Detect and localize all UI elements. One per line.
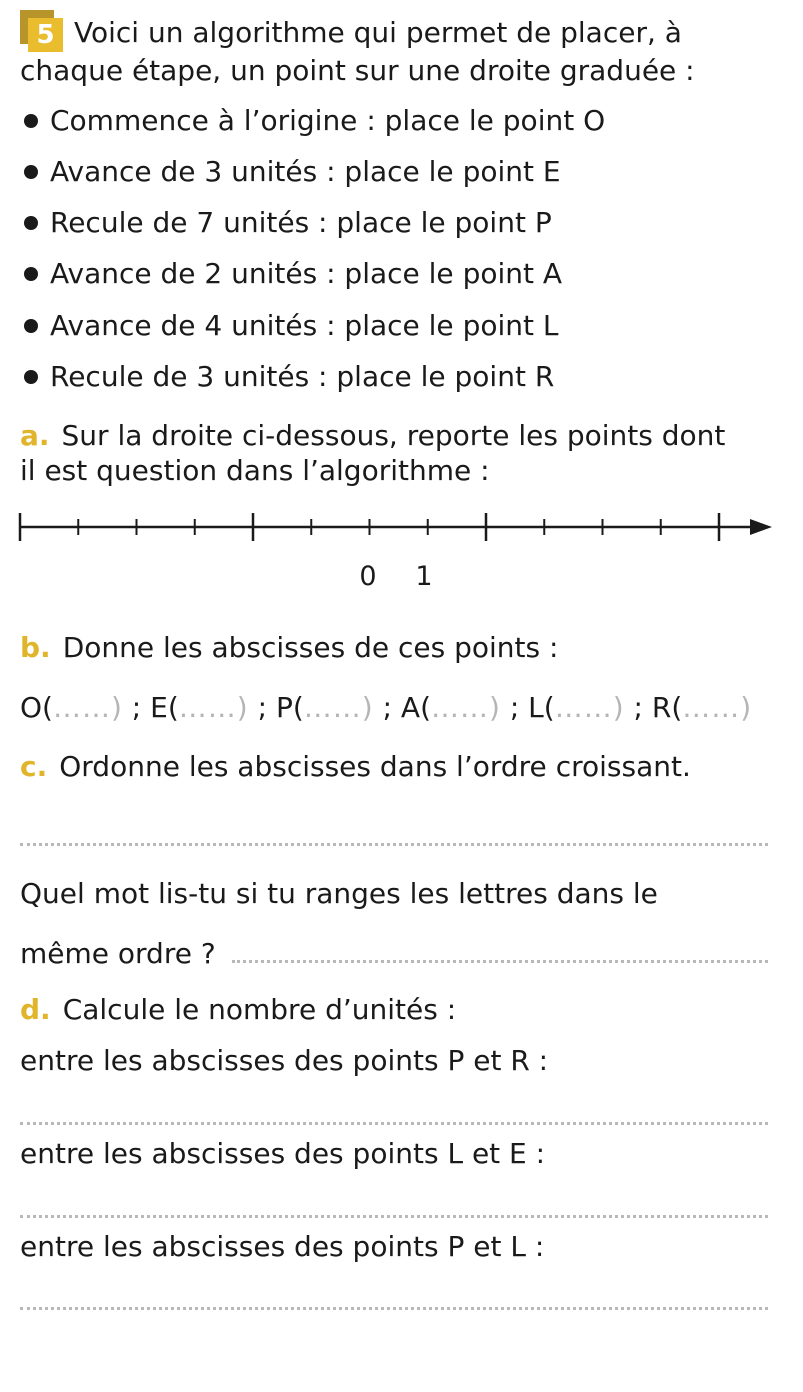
intro-line-1: Voici un algorithme qui permet de placer, à [74, 16, 682, 49]
abscissa-list [20, 691, 752, 724]
question-d-item-LE: entre les abscisses des points L et E : [20, 1137, 546, 1170]
answer-line-LE[interactable] [20, 1215, 768, 1218]
step-item: Avance de 2 unités : place le point A [24, 257, 562, 290]
question-d: d. Calcule le nombre d’unités : [20, 993, 457, 1026]
step-item: Recule de 3 unités : place le point R [24, 360, 554, 393]
exercise-number-badge: 5 [28, 18, 63, 52]
question-d-item-PR: entre les abscisses des points P et R : [20, 1044, 549, 1077]
question-d-item-PL: entre les abscisses des points P et L : [20, 1230, 545, 1263]
bullet-icon [24, 267, 38, 281]
step-item: Avance de 4 unités : place le point L [24, 309, 558, 342]
question-c-follow-1: Quel mot lis-tu si tu ranges les lettres dans le [20, 877, 658, 910]
bullet-icon [24, 319, 38, 333]
question-a-line-1: a. Sur la droite ci-dessous, reporte les points dont [20, 419, 726, 452]
step-item: Recule de 7 unités : place le point P [24, 206, 552, 239]
label-one: 1 [415, 561, 433, 592]
question-c-follow-2: même ordre ? [20, 937, 216, 970]
abscissa-A[interactable]: A(……) ; [400, 691, 529, 724]
abscissa-O[interactable]: O(……) ; [20, 691, 151, 724]
bullet-icon [24, 165, 38, 179]
label-zero: 0 [359, 561, 377, 592]
answer-line-word[interactable] [232, 960, 768, 963]
bullet-icon [24, 216, 38, 230]
step-item: Avance de 3 unités : place le point E [24, 155, 561, 188]
answer-line-PR[interactable] [20, 1122, 768, 1125]
abscissa-R[interactable]: R(……) [651, 691, 753, 724]
number-line[interactable] [0, 505, 803, 595]
bullet-icon [24, 370, 38, 384]
answer-line-PL[interactable] [20, 1307, 768, 1310]
abscissa-E[interactable]: E(……) ; [150, 691, 276, 724]
bullet-icon [24, 114, 38, 128]
question-b: b. Donne les abscisses de ces points : [20, 631, 559, 664]
step-item: Commence à l’origine : place le point O [24, 104, 605, 137]
question-a-line-2: il est question dans l’algorithme : [20, 454, 490, 487]
question-c: c. Ordonne les abscisses dans l’ordre croissant. [20, 750, 691, 783]
abscissa-P[interactable]: P(……) ; [275, 691, 401, 724]
intro-line-2: chaque étape, un point sur une droite graduée : [20, 54, 695, 87]
abscissa-L[interactable]: L(……) ; [528, 691, 652, 724]
arrow-head-icon [750, 519, 772, 535]
answer-line-order[interactable] [20, 843, 768, 846]
